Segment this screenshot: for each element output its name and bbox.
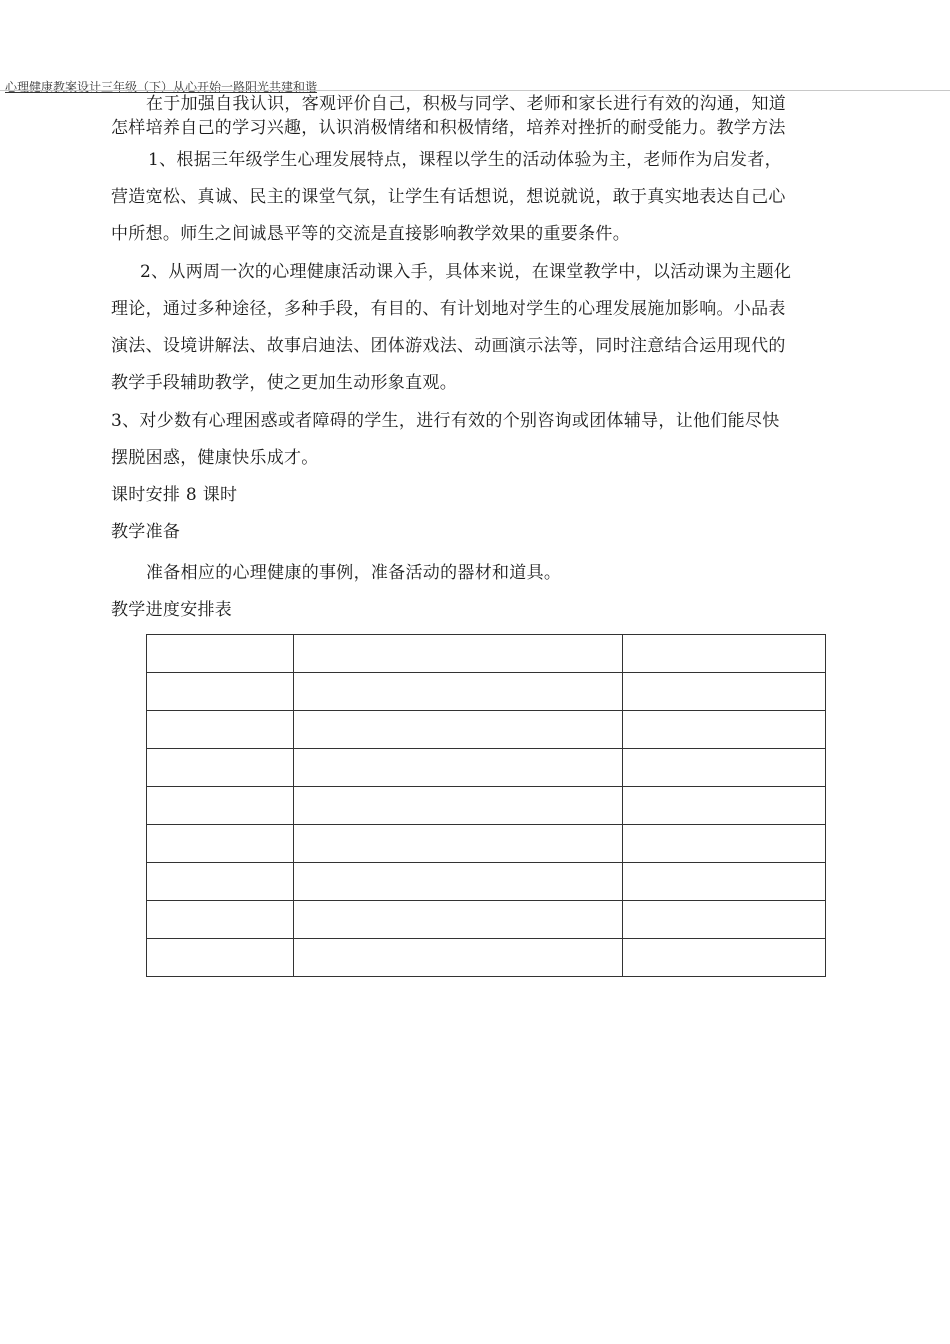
table-cell (294, 787, 623, 825)
table-cell (294, 635, 623, 673)
table-cell (147, 673, 294, 711)
table-cell (147, 635, 294, 673)
table-row (147, 673, 826, 711)
table-cell (147, 749, 294, 787)
table-row (147, 863, 826, 901)
table-row (147, 711, 826, 749)
table-cell (147, 863, 294, 901)
table-cell (623, 711, 826, 749)
table-cell (147, 787, 294, 825)
table-cell (623, 673, 826, 711)
goal-line-2: 怎样培养自己的学习兴趣，认识消极情绪和积极情绪，培养对挫折的耐受能力。教学方法 (111, 118, 786, 138)
table-cell (147, 939, 294, 977)
header-divider (0, 90, 950, 91)
table-cell (623, 901, 826, 939)
table-row (147, 939, 826, 977)
table-row (147, 901, 826, 939)
table-row (147, 635, 826, 673)
method-3-line-2: 摆脱困惑，健康快乐成才。 (111, 448, 319, 468)
table-cell (294, 825, 623, 863)
table-cell (294, 673, 623, 711)
table-cell (294, 749, 623, 787)
goal-line-1: 在于加强自我认识，客观评价自己，积极与同学、老师和家长进行有效的沟通，知道 (146, 94, 787, 114)
method-1-line-1: 1、根据三年级学生心理发展特点，课程以学生的活动体验为主，老师作为启发者， (148, 150, 782, 170)
table-row (147, 749, 826, 787)
schedule-heading: 教学进度安排表 (111, 600, 233, 620)
table-cell (294, 711, 623, 749)
table-cell (147, 901, 294, 939)
table-cell (294, 863, 623, 901)
table-cell (623, 787, 826, 825)
method-2-line-4: 教学手段辅助教学，使之更加生动形象直观。 (111, 373, 457, 393)
table-cell (147, 711, 294, 749)
table-cell (294, 901, 623, 939)
preparation-text: 准备相应的心理健康的事例，准备活动的器材和道具。 (146, 563, 562, 583)
class-hours: 课时安排 8 课时 (111, 485, 238, 505)
table-cell (147, 825, 294, 863)
table-cell (623, 749, 826, 787)
table-cell (294, 939, 623, 977)
table-cell (623, 939, 826, 977)
preparation-heading: 教学准备 (111, 522, 181, 542)
table-cell (623, 635, 826, 673)
method-2-line-3: 演法、设境讲解法、故事启迪法、团体游戏法、动画演示法等，同时注意结合运用现代的 (111, 336, 786, 356)
running-header: 心理健康教案设计三年级（下）从心开始一路阳光共建和谐 (5, 80, 318, 94)
method-2-line-2: 理论，通过多种途径，多种手段，有目的、有计划地对学生的心理发展施加影响。小品表 (111, 299, 786, 319)
table-row (147, 787, 826, 825)
method-1-line-3: 中所想。师生之间诚恳平等的交流是直接影响教学效果的重要条件。 (111, 224, 630, 244)
table-cell (623, 825, 826, 863)
table-row (147, 825, 826, 863)
method-3-line-1: 3、对少数有心理困惑或者障碍的学生，进行有效的个别咨询或团体辅导，让他们能尽快 (111, 411, 780, 431)
method-1-line-2: 营造宽松、真诚、民主的课堂气氛，让学生有话想说，想说就说，敢于真实地表达自己心 (111, 187, 786, 207)
table-cell (623, 863, 826, 901)
method-2-line-1: 2、从两周一次的心理健康活动课入手，具体来说，在课堂教学中，以活动课为主题化 (140, 262, 792, 282)
schedule-table (146, 634, 826, 977)
